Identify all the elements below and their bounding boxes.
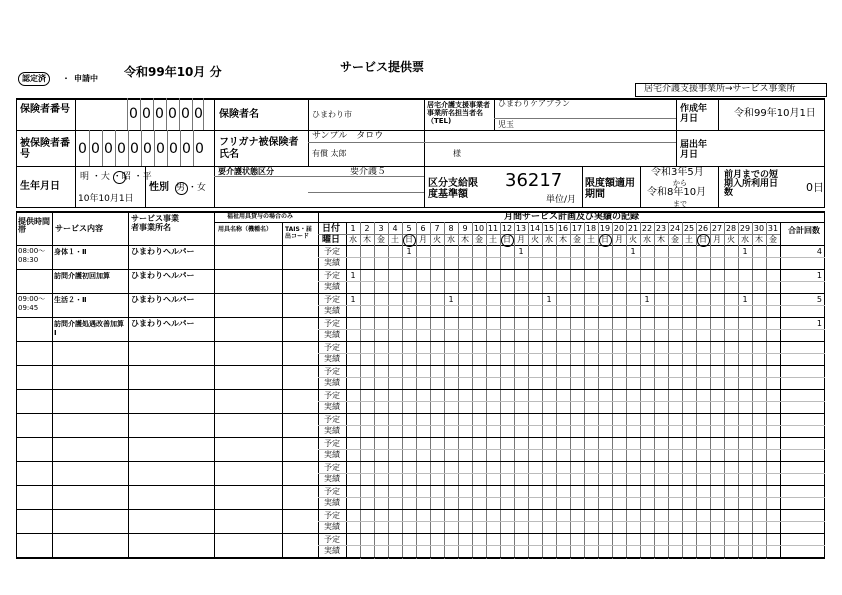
day-number: 22 <box>641 224 653 233</box>
plan-label: 予定 <box>324 463 340 472</box>
row-separator <box>16 485 825 486</box>
day-number: 31 <box>767 224 779 233</box>
target-period: 令和99年10月 分 <box>124 65 222 79</box>
status-pending[interactable]: 申請中 <box>74 74 98 83</box>
total-count[interactable]: 4 <box>816 247 822 256</box>
day-number: 18 <box>585 224 597 233</box>
short-stay-days[interactable]: 0日 <box>806 181 824 194</box>
total-count[interactable]: 1 <box>816 319 822 328</box>
insured-digit: 0 <box>156 141 165 157</box>
period-to[interactable]: 令和8年10月 <box>647 187 707 198</box>
created-date-label: 作成年月日 <box>680 104 708 124</box>
provider-cell[interactable]: ひまわりヘルパー <box>131 247 195 256</box>
honorific: 様 <box>453 149 461 158</box>
insured-digit: 0 <box>117 141 126 157</box>
weekday: 土 <box>587 235 595 244</box>
weekday: 水 <box>741 235 749 244</box>
route-label: 居宅介護支援事業所→サービス事業所 <box>644 84 796 94</box>
time-end[interactable]: 08:30 <box>18 256 39 264</box>
day-number: 8 <box>448 224 454 233</box>
care-level[interactable]: 要介護５ <box>350 167 387 177</box>
insured-name[interactable]: 有償 太郎 <box>312 149 347 158</box>
plan-label: 予定 <box>324 367 340 376</box>
weekday: 木 <box>559 235 567 244</box>
time-start[interactable]: 09:00～ <box>18 295 46 303</box>
sunday-circle <box>697 234 710 247</box>
day-number: 5 <box>406 224 412 233</box>
plan-actual-divider <box>318 257 825 258</box>
insurer-digit: 0 <box>155 106 164 122</box>
actual-label: 実績 <box>324 402 340 411</box>
limit-value[interactable]: 36217 <box>505 170 563 191</box>
insurer-name[interactable]: ひまわり市 <box>312 110 352 119</box>
weekday: 日 <box>503 235 511 244</box>
day-number: 26 <box>697 224 709 233</box>
weekday: 金 <box>377 235 385 244</box>
total-header: 合計回数 <box>788 226 820 235</box>
insured-digit: 0 <box>78 141 87 157</box>
actual-label: 実績 <box>324 450 340 459</box>
day-number: 28 <box>725 224 737 233</box>
time-end[interactable]: 09:45 <box>18 304 39 312</box>
col-tais-header: TAIS・届出コード <box>285 226 312 240</box>
era-selected-circle <box>113 171 126 184</box>
col-service-header: サービス内容 <box>55 224 103 233</box>
row-separator <box>16 293 825 294</box>
plan-mark[interactable]: 1 <box>546 295 552 304</box>
day-number: 4 <box>392 224 398 233</box>
insured-digit: 0 <box>143 141 152 157</box>
day-number: 14 <box>529 224 541 233</box>
col-welfare-group-header: 福祉用具貸与の場合のみ <box>227 213 294 220</box>
service-content[interactable]: 訪問介護処遇改善加算Ⅰ <box>54 320 124 337</box>
actual-label: 実績 <box>324 426 340 435</box>
day-number: 13 <box>515 224 527 233</box>
row-separator <box>16 317 825 318</box>
insurer-number-label: 保険者番号 <box>20 104 70 115</box>
row-separator <box>16 389 825 390</box>
actual-label: 実績 <box>324 258 340 267</box>
period-label: 限度額適用期間 <box>585 178 635 200</box>
insurer-digit: 0 <box>168 106 177 122</box>
short-stay-label: 前月までの短期入所利用日数 <box>724 170 779 198</box>
care-level-label: 要介護状態区分 <box>218 167 274 176</box>
provider-cell[interactable]: ひまわりヘルパー <box>131 295 195 304</box>
insured-digit: 0 <box>104 141 113 157</box>
provider-label: 居宅介護支援事業者事業所名担当者名（TEL) <box>427 101 490 125</box>
row-separator <box>16 461 825 462</box>
plan-label: 予定 <box>324 271 340 280</box>
plan-actual-divider <box>318 545 825 546</box>
sex-label: 性別 <box>149 182 169 193</box>
plan-mark[interactable]: 1 <box>742 247 748 256</box>
plan-label: 予定 <box>324 247 340 256</box>
weekday: 水 <box>349 235 357 244</box>
day-number: 27 <box>711 224 723 233</box>
plan-mark[interactable]: 1 <box>630 247 636 256</box>
limit-unit: 単位/月 <box>546 195 577 205</box>
era-options[interactable]: 明 ・大 ・昭 ・平 <box>80 172 152 182</box>
plan-actual-divider <box>318 449 825 450</box>
weekday: 火 <box>433 235 441 244</box>
plan-actual-divider <box>318 473 825 474</box>
weekday-label: 曜日 <box>322 235 341 245</box>
plan-label: 予定 <box>324 391 340 400</box>
sunday-circle <box>501 234 514 247</box>
plan-actual-divider <box>318 497 825 498</box>
day-number: 9 <box>462 224 468 233</box>
insurer-name-label: 保険者名 <box>219 109 259 120</box>
period-kara: から <box>673 179 687 187</box>
service-content[interactable]: 訪問介護初回加算 <box>54 272 110 280</box>
total-count[interactable]: 1 <box>816 271 822 280</box>
provider-cell[interactable]: ひまわりヘルパー <box>131 319 195 328</box>
day-number: 15 <box>543 224 555 233</box>
actual-label: 実績 <box>324 498 340 507</box>
day-number: 10 <box>473 224 485 233</box>
plan-mark[interactable]: 1 <box>518 247 524 256</box>
weekday: 木 <box>461 235 469 244</box>
insurer-digit: 0 <box>194 106 203 122</box>
weekday: 金 <box>769 235 777 244</box>
insured-digit: 0 <box>91 141 100 157</box>
page-title: サービス提供票 <box>340 60 425 74</box>
plan-actual-divider <box>318 401 825 402</box>
row-separator <box>16 533 825 534</box>
plan-mark[interactable]: 1 <box>742 295 748 304</box>
day-number: 2 <box>364 224 370 233</box>
period-made: まで <box>673 200 687 208</box>
created-date[interactable]: 令和99年10月1日 <box>734 108 816 119</box>
actual-label: 実績 <box>324 378 340 387</box>
weekday: 日 <box>699 235 707 244</box>
day-number: 24 <box>669 224 681 233</box>
total-count[interactable]: 5 <box>816 295 822 304</box>
actual-label: 実績 <box>324 522 340 531</box>
col-time-header: 提供時間帯 <box>18 217 50 234</box>
actual-label: 実績 <box>324 282 340 291</box>
weekday: 木 <box>755 235 763 244</box>
actual-label: 実績 <box>324 354 340 363</box>
row-separator <box>16 437 825 438</box>
plan-label: 予定 <box>324 439 340 448</box>
period-from[interactable]: 令和3年5月 <box>651 167 704 178</box>
row-separator <box>16 341 825 342</box>
plan-mark[interactable]: 1 <box>350 295 356 304</box>
plan-mark[interactable]: 1 <box>644 295 650 304</box>
insured-number-label: 被保険者番号 <box>20 138 70 160</box>
day-number: 12 <box>501 224 513 233</box>
day-number: 20 <box>613 224 625 233</box>
weekday: 火 <box>531 235 539 244</box>
sunday-circle <box>599 234 612 247</box>
provider-name[interactable]: ひまわりケアプラン <box>498 99 570 108</box>
insurer-digit: 0 <box>142 106 151 122</box>
plan-label: 予定 <box>324 295 340 304</box>
service-table-frame <box>16 211 825 559</box>
weekday: 火 <box>727 235 735 244</box>
row-separator <box>16 365 825 366</box>
weekday: 木 <box>363 235 371 244</box>
plan-mark[interactable]: 1 <box>448 295 454 304</box>
plan-actual-divider <box>318 353 825 354</box>
col-provider-header: サービス事業者事業所名 <box>131 214 179 232</box>
day-number: 19 <box>599 224 611 233</box>
row-separator <box>16 509 825 510</box>
plan-actual-divider <box>318 281 825 282</box>
day-number: 29 <box>739 224 751 233</box>
limit-label: 区分支給限度基準額 <box>428 178 478 200</box>
day-number: 23 <box>655 224 667 233</box>
weekday: 水 <box>643 235 651 244</box>
actual-label: 実績 <box>324 474 340 483</box>
sex-options[interactable]: 男 ・女 <box>176 183 206 193</box>
weekday: 水 <box>545 235 553 244</box>
plan-actual-divider <box>318 425 825 426</box>
row-separator <box>16 557 825 558</box>
notified-date-label: 届出年月日 <box>680 140 708 160</box>
plan-label: 予定 <box>324 511 340 520</box>
weekday: 月 <box>615 235 623 244</box>
provider-staff[interactable]: 児玉 <box>498 120 514 129</box>
provider-cell[interactable]: ひまわりヘルパー <box>131 271 195 280</box>
furigana-label: フリガナ被保険者氏名 <box>219 137 299 160</box>
weekday: 日 <box>601 235 609 244</box>
calendar-weekdays <box>346 236 780 246</box>
plan-actual-divider <box>318 305 825 306</box>
sex-selected-circle <box>175 182 188 195</box>
actual-label: 実績 <box>324 546 340 555</box>
plan-label: 予定 <box>324 343 340 352</box>
row-separator <box>16 269 825 270</box>
weekday: 水 <box>447 235 455 244</box>
weekday: 火 <box>629 235 637 244</box>
record-title: 月間サービス計画及び実績の記録 <box>503 212 639 222</box>
plan-actual-divider <box>318 377 825 378</box>
plan-mark[interactable]: 1 <box>406 247 412 256</box>
row-separator <box>16 413 825 414</box>
weekday: 月 <box>713 235 721 244</box>
col-product-header: 用具名称（機種名） <box>218 226 273 233</box>
certified-badge[interactable]: 認定済 <box>18 72 50 86</box>
plan-label: 予定 <box>324 487 340 496</box>
weekday: 木 <box>657 235 665 244</box>
weekday: 土 <box>489 235 497 244</box>
day-number: 11 <box>487 224 499 233</box>
weekday: 土 <box>391 235 399 244</box>
day-label: 日付 <box>322 224 341 234</box>
weekday: 金 <box>475 235 483 244</box>
weekday: 月 <box>517 235 525 244</box>
furigana-value[interactable]: サンプル タロウ <box>312 131 384 141</box>
day-number: 30 <box>753 224 765 233</box>
weekday: 土 <box>685 235 693 244</box>
plan-mark[interactable]: 1 <box>350 271 356 280</box>
birth-date[interactable]: 10年10月1日 <box>78 194 134 204</box>
day-number: 16 <box>557 224 569 233</box>
service-content[interactable]: 身体１・Ⅱ <box>54 248 87 256</box>
plan-label: 予定 <box>324 535 340 544</box>
time-start[interactable]: 08:00～ <box>18 247 46 255</box>
plan-actual-divider <box>318 329 825 330</box>
day-number: 1 <box>350 224 356 233</box>
actual-label: 実績 <box>324 330 340 339</box>
weekday: 金 <box>671 235 679 244</box>
day-number: 7 <box>434 224 440 233</box>
birth-date-label: 生年月日 <box>20 181 60 192</box>
insured-digit: 0 <box>130 141 139 157</box>
day-number: 21 <box>627 224 639 233</box>
insurer-digit: 0 <box>129 106 138 122</box>
sunday-circle <box>403 234 416 247</box>
status-separator: ・ <box>62 74 70 83</box>
plan-label: 予定 <box>324 415 340 424</box>
plan-actual-divider <box>318 521 825 522</box>
service-content[interactable]: 生活２・Ⅱ <box>54 296 87 304</box>
weekday: 月 <box>419 235 427 244</box>
insured-digit: 0 <box>182 141 191 157</box>
day-number: 17 <box>571 224 583 233</box>
day-number: 3 <box>378 224 384 233</box>
insured-digit: 0 <box>195 141 204 157</box>
insured-digit: 0 <box>169 141 178 157</box>
insurer-digit: 0 <box>181 106 190 122</box>
weekday: 金 <box>573 235 581 244</box>
day-number: 6 <box>420 224 426 233</box>
weekday: 日 <box>405 235 413 244</box>
plan-label: 予定 <box>324 319 340 328</box>
day-number: 25 <box>683 224 695 233</box>
actual-label: 実績 <box>324 306 340 315</box>
